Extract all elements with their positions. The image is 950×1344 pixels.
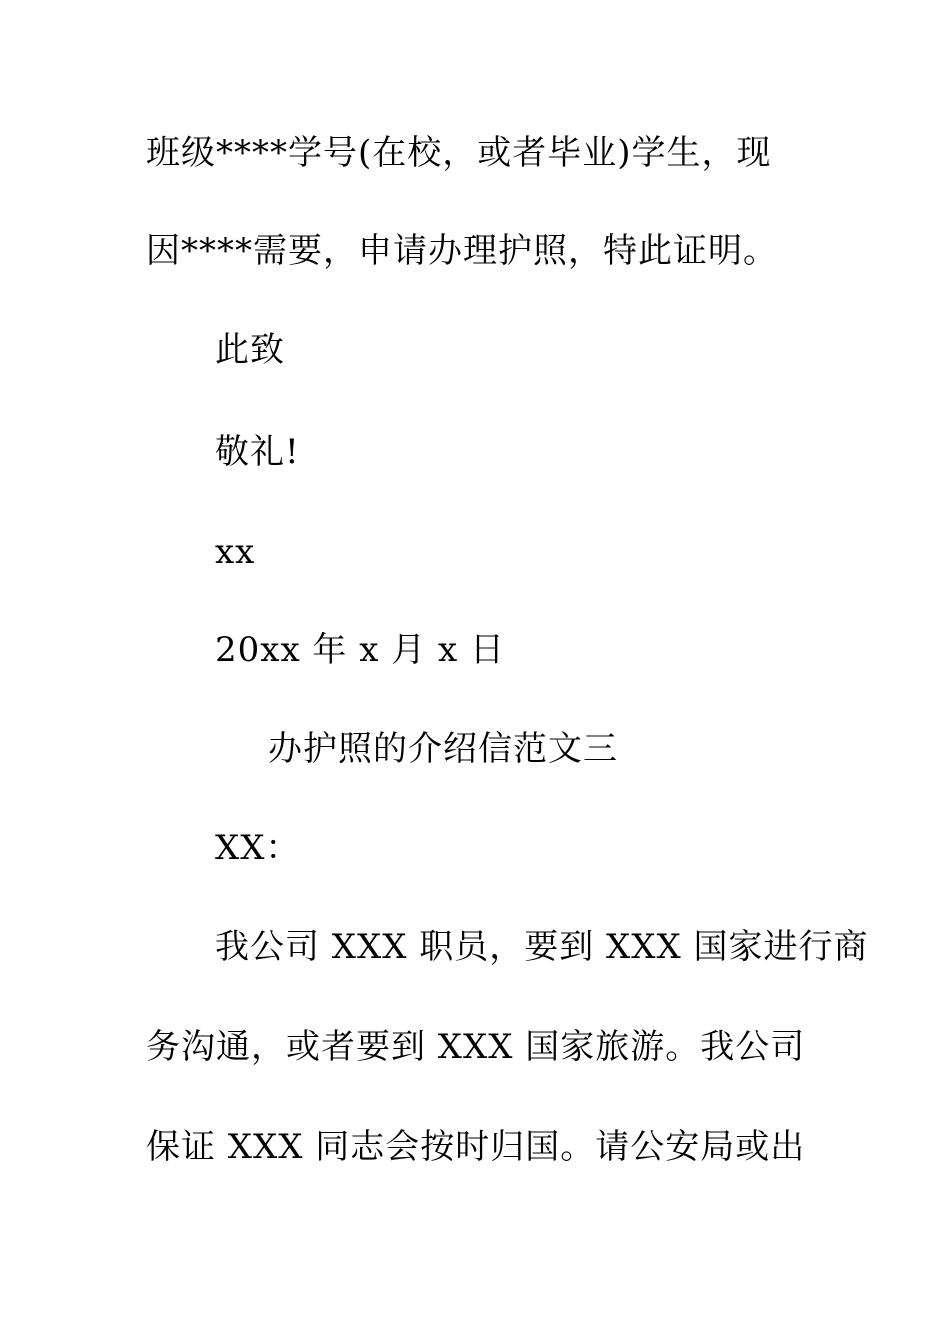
body-text-line: 务沟通，或者要到 XXX 国家旅游。我公司 (146, 1027, 806, 1067)
signature: xx (215, 532, 256, 572)
body-text-line: 因****需要，申请办理护照，特此证明。 (146, 231, 778, 271)
section-title: 办护照的介绍信范文三 (268, 729, 618, 769)
body-text-line: 班级****学号(在校，或者毕业)学生，现 (146, 133, 772, 173)
closing-salutation: 此致 (215, 330, 285, 370)
closing-regards: 敬礼! (215, 432, 300, 472)
body-text-line: 保证 XXX 同志会按时归国。请公安局或出 (146, 1127, 806, 1167)
body-text-line: 我公司 XXX 职员，要到 XXX 国家进行商 (215, 927, 869, 967)
recipient-salutation: XX： (215, 828, 301, 868)
date-line: 20xx 年 x 月 x 日 (215, 630, 506, 670)
